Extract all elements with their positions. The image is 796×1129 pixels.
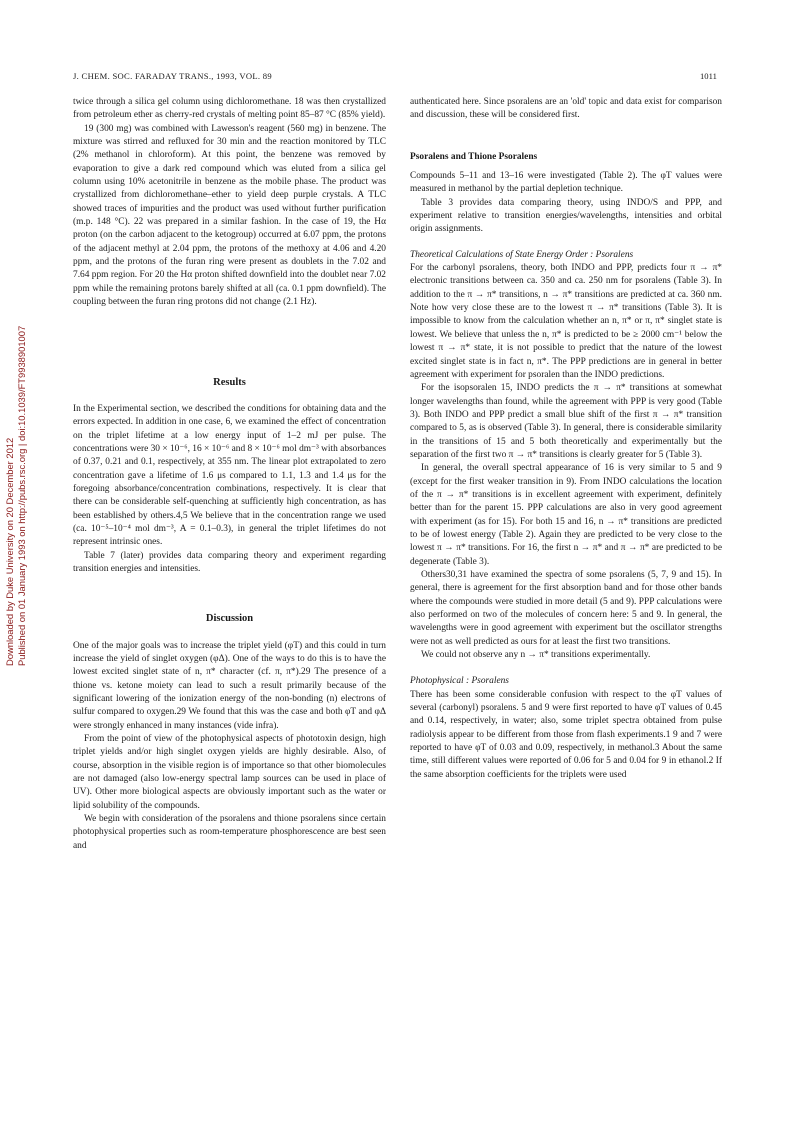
- right-column: [410, 96, 722, 782]
- paragraph: Compounds 5–11 and 13–16 were investigated (Table 2). The φT values were measured in methanol by the partial depletion technique.: [410, 171, 722, 195]
- subsection-heading-theoretical: Theoretical Calculations of State Energy Order : Psoralens: [410, 249, 634, 260]
- section-heading-discussion: Discussion: [205, 613, 254, 625]
- paragraph: Others30,31 have examined the spectra of some psoralens (5, 7, 9 and 15). In general, there is agreement for the first absorption band and for those other bands where the compounds were studied in more detail (5 and 9). PPP calculations were also performed on two of the molecules of concern here: 5 and 9. In general, the wavelengths were in good agreement with experiment but the oscillator strengths were not as well predicted as ours for at least the first two transitions.: [410, 570, 722, 647]
- left-column: [73, 96, 386, 853]
- paragraph: twice through a silica gel column using dichloromethane. 18 was then crystallized from petroleum ether as cherry-red crystals of melting point 85–87 °C (85% yield).: [73, 97, 386, 121]
- paragraph: One of the major goals was to increase the triplet yield (φT) and this could in turn increase the yield of singlet oxygen (φΔ). One of the ways to do this is to have the lowest excited singlet state of n, π* character (cf. π, π*).29 The presence of a thione vs. ketone moiety can lead to such a result primarily because of the significant lowering of the ionization energy of the non-bonding (n) electrons of sulfur compared to oxygen.29 We found that this was the case and both φT and φΔ were strongly enhanced in many instances (vide infra).: [73, 640, 386, 731]
- paragraph: For the carbonyl psoralens, theory, both INDO and PPP, predicts four π → π* electronic transitions between ca. 350 and ca. 250 nm for psoralens (Table 3). In addition to the π → π* transitions, n → π* transitions are predicted at ca. 360 nm. Note how very close these are to the lowest π → π* transitions (Table 3). It is impossible to know from the calculation whether an n, π* or π, π* singlet state is lowest. We believe that unless the n, π* is predicted to be ≥ 2000 cm⁻¹ below the lowest π → π* state, it is not possible to predict that the nature of the lowest excited singlet state is in fact n, π*. The PPP predictions are in general in better agreement with experiment for psoralen than the INDO predictions.: [410, 263, 722, 380]
- paragraph: There has been some considerable confusion with respect to the φT values of several (carbonyl) psoralens. 5 and 9 were first reported to have φT values of 0.45 and 0.14, respectively, in water; also, some triplet spectra obtained from pulse radiolysis appear to be different from those from flash experiments.1 9 and 7 were reported to have φT of 0.03 and 0.09, respectively, in methanol.3 About the same time, still different values were reported of 0.06 for 5 and 0.04 for 9 in ethanol.2 If the same absorption coefficients for the triplets were used: [410, 689, 722, 780]
- paragraph: We begin with consideration of the psoralens and thione psoralens since certain photophysical properties such as room-temperature phosphorescence are best seen and: [73, 814, 386, 851]
- download-watermark: [2, 168, 26, 668]
- paragraph: For the isopsoralen 15, INDO predicts the π → π* transitions at somewhat longer wavelengths than found, while the agreement with PPP is very good (Table 3). Both INDO and PPP predict a small blue shift of the first π → π* transition compared to 5, as is observed (Table 3). In general, there is considerable similarity in the transitions of 15 and 5 both theoretically and experimentally but the separation of the first two π → π* transitions is clearly greater for 5 (Table 3).: [410, 383, 722, 460]
- running-header-journal: J. CHEM. SOC. FARADAY TRANS., 1993, VOL. 89: [73, 71, 272, 81]
- paragraph: 19 (300 mg) was combined with Lawesson's reagent (560 mg) in benzene. The mixture was stirred and refluxed for 30 min and the reaction monitored by TLC (2% methanol in chloroform). At this point, the benzene was removed by evaporation to give a dark red compound which was eluted from a silica gel column using 10% acetonitrile in benzene as the mobile phase. The product was crystallized from dichloromethane–ether to yield deep purple crystals. A TLC showed traces of impurities and the product was used without further purification (m.p. 148 °C). 22 was prepared in a similar fashion. In the case of 19, the Hα proton (on the carbon adjacent to the ketogroup) occurred at 6.07 ppm, the protons of the adjacent methyl at 2.04 ppm, the protons of the methoxy at 4.06 and 4.20 ppm, and the protons of the furan ring were present as doublets in the 7.02 and 7.64 ppm region. For 20 the Hα proton shifted downfield into the doublet near 7.02 ppm while the remaining protons barely shifted at all (ca. 0.1 ppm downfield). The coupling between the furan ring protons did not change (2.1 Hz).: [73, 123, 386, 308]
- paragraph: Table 7 (later) provides data comparing theory and experiment regarding transition energies and intensities.: [73, 550, 386, 574]
- paragraph: From the point of view of the photophysical aspects of phototoxin design, high triplet yields and/or high singlet oxygen yields are highly desirable. Also, of course, absorption in the visible region is of importance so that other biomolecules are not damaged (also low-energy spectral lamp sources can be used in place of UV). Other more biological aspects are obviously important such as the water or lipid solubility of the compounds.: [73, 734, 386, 811]
- paragraph: authenticated here. Since psoralens are an 'old' topic and data exist for comparison and discussion, these will be considered first.: [410, 97, 722, 121]
- paragraph: In general, the overall spectral appearance of 16 is very similar to 5 and 9 (except for the first weaker transition in 9). From INDO calculations the location of the π → π* transitions is in excellent agreement with experiment, definitely better than for the parent 15. PPP calculations are also in very good agreement with experiment (as for 15). For both 15 and 16, n → π* transitions are predicted to be of lowest energy (Table 2). Again they are predicted to be very close to the lowest π → π* transitions. For 16, the first n → π* and π → π* are predicted to be degenerate (Table 3).: [410, 463, 722, 567]
- subsection-heading-psoralens: Psoralens and Thione Psoralens: [410, 151, 538, 162]
- section-heading-results: Results: [213, 376, 246, 388]
- watermark-line-downloaded: Downloaded by Duke University on 20 December 2012: [4, 437, 15, 666]
- watermark-line-published: Published on 01 January 1993 on http://pubs.rsc.org | doi:10.1039/FT9938901007: [16, 325, 27, 666]
- page-number: 1011: [700, 71, 717, 81]
- paragraph: In the Experimental section, we described the conditions for obtaining data and the errors expected. In addition in one case, 6, we examined the effect of concentration on the triplet lifetime at a low energy input of 1–2 mJ per pulse. The concentrations were 30 × 10⁻⁶, 16 × 10⁻⁶ and 8 × 10⁻⁶ mol dm⁻³ with absorbances of 0.37, 0.21 and 0.1, respectively, at 355 nm. The linear plot extrapolated to zero concentration gave a lifetime of 1.6 μs compared to 1.1, 1.3 and 1.4 μs for the foregoing absorbance/concentration combinations, respectively. It is clear that there can be considerable self-quenching at sufficiently high concentration, as has been established by others.4,5 We believe that in the concentration range we used (ca. 10⁻⁵–10⁻⁴ mol dm⁻³, A = 0.1–0.3), in general the triplet lifetimes do not represent intrinsic ones.: [73, 403, 386, 548]
- paragraph: We could not observe any n → π* transitions experimentally.: [421, 650, 651, 661]
- paragraph: Table 3 provides data comparing theory, using INDO/S and PPP, and experiment relative to transition energies/wavelengths, intensities and orbital origin assignments.: [410, 197, 722, 235]
- subsection-heading-photophysical: Photophysical : Psoralens: [410, 676, 509, 687]
